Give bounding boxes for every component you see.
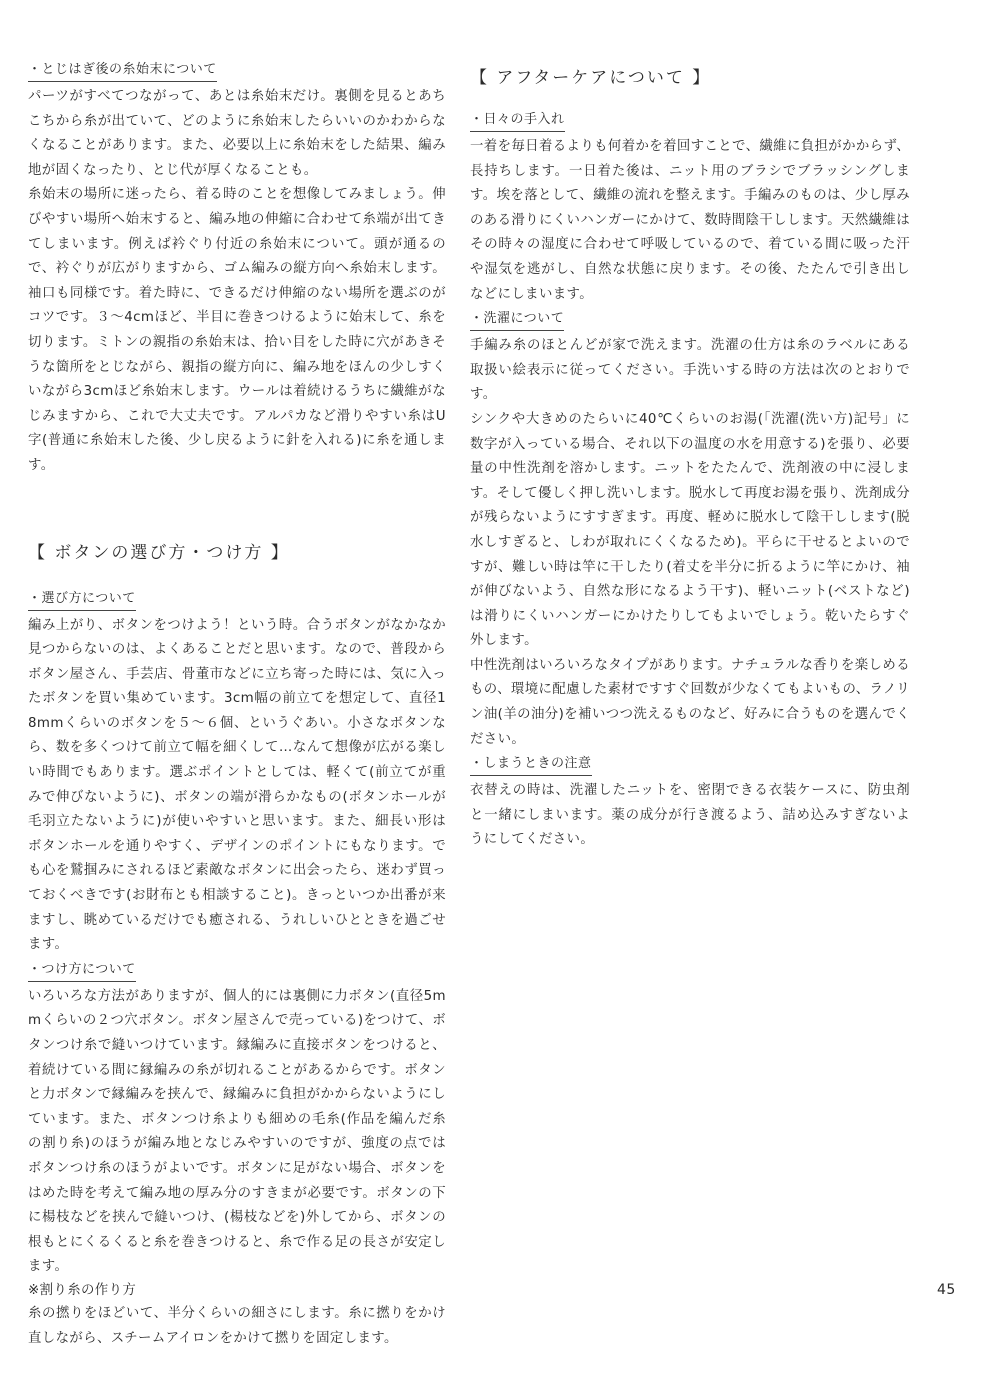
paragraph: パーツがすべてつながって、あとは糸始末だけ。裏側を見るとあちこちから糸が出ていて、どのように糸始末したらいいのかわからなくなることがあります。また、必要以上に糸始末をした結果、編み地が固くなったり、とじ代が厚くなることも。	[28, 89, 446, 178]
subheading-choosing: ・ 選び方について	[28, 589, 136, 611]
page-number: 45	[937, 1282, 956, 1298]
paragraph: 衣替えの時は、洗濯したニットを、密閉できる衣装ケースに、防虫剤と一緒にしまいます。薬の成分が行き渡るよう、詰め込みすぎないようにしてください。	[470, 783, 910, 848]
paragraph: いろいろな方法がありますが、個人的には裏側に力ボタン(直径5mmくらいの２つ穴ボタン。ボタン屋さんで売っている)をつけて、ボタンつけ糸で縫いつけています。縁編みに直接ボタンをつけると、着続けている間に縁編みの糸が切れることがあるからです。ボタンと力ボタンで縁編みを挟んで、縁編みに負担がかからないようにしています。また、ボタンつけ糸よりも細めの毛糸(作品を編んだ糸の割り糸)のほうが編み地となじみやすいのですが、強度の点ではボタンつけ糸のほうがよいです。ボタンに足がない場合、ボタンをはめた時を考えて編み地の厚み分のすきまが必要です。ボタンの下に楊枝などを挟んで縫いつけ、(楊枝などを)外してから、ボタンの根もとにくるくると糸を巻きつけると、糸で作る足の長さが安定します。	[28, 988, 446, 1275]
subheading-washing: ・ 洗濯について	[470, 309, 564, 331]
paragraph: 編み上がり、ボタンをつけよう！という時。合うボタンがなかなか見つからないのは、よくあることだと思います。なので、普段からボタン屋さん、手芸店、骨董市などに立ち寄った時には、気に入ったボタンを買い集めています。3cm幅の前立てを想定して、直径18mmくらいのボタンを５〜６個、というぐあい。小さなボタンなら、数を多くつけて前立て幅を細くして…なんて想像が広がる楽しい時間でもあります。選ぶポイントとしては、軽くて(前立てが重みで伸びないように)、ボタンの端が滑らかなもの(ボタンホールが毛羽立たないように)が使いやすいと思います。また、細長い形はボタンホールを通りやすく、デザインのポイントにもなります。でも心を鷲掴みにされるほど素敵なボタンに出会ったら、迷わず買っておくべきです(お財布とも相談すること)。きっといつか出番が来ますし、眺めているだけでも癒される、うれしいひとときを過ごせます。	[28, 617, 446, 953]
section-heading-aftercare: 【 アフターケアについて 】	[470, 66, 910, 90]
paragraph: シンクや大きめのたらいに40℃くらいのお湯(「洗濯(洗い方)記号」に数字が入っている場合、それ以下の温度の水を用意する)を張り、必要量の中性洗剤を溶かします。ニットをたたんで、洗剤液の中に浸します。そして優しく押し洗いします。脱水して再度お湯を張り、洗剤成分が残らないようにすすぎます。再度、軽めに脱水して陰干しします(脱水しすぎると、しわが取れにくくなるため)。平らに干せるとよいのですが、難しい時は竿に干したり(着丈を半分に折るように竿にかけ、袖が伸びないよう、自然な形になるよう干す)、軽いニット(ベストなど)は滑りにくいハンガーにかけたりしてもよいでしょう。乾いたらすぐ外します。	[470, 411, 910, 649]
note-title: ※割り糸の作り方	[28, 1282, 137, 1298]
paragraph: 一着を毎日着るよりも何着かを着回すことで、繊維に負担がかからず、長持ちします。一日着た後は、ニット用のブラシでブラッシングします。埃を落として、繊維の流れを整えます。手編みのものは、少し厚みのある滑りにくいハンガーにかけて、数時間陰干しします。天然繊維はその時々の湿度に合わせて呼吸しているので、着ている間に吸った汗や湿気を逃がし、自然な状態に戻ります。その後、たたんで引き出しなどにしまいます。	[470, 139, 910, 302]
subheading-daily-care: ・ 日々の手入れ	[470, 110, 565, 132]
subheading-storage: ・ しまうときの注意	[470, 754, 592, 776]
section-heading-buttons: 【 ボタンの選び方・つけ方 】	[28, 541, 446, 565]
subheading-thread-finishing: ・ とじはぎ後の糸始末について	[28, 60, 217, 82]
paragraph: 中性洗剤はいろいろなタイプがあります。ナチュラルな香りを楽しめるもの、環境に配慮した素材ですすぐ回数が少なくてもよいもの、ラノリン油(羊の油分)を補いつつ洗えるものなど、好みに合うものを選んでください。	[470, 657, 910, 747]
right-column	[470, 0, 910, 853]
subheading-attaching: ・ つけ方について	[28, 960, 136, 982]
left-column	[28, 0, 446, 1351]
paragraph: 手編み糸のほとんどが家で洗えます。洗濯の仕方は糸のラベルにある取扱い絵表示に従ってください。手洗いする時の方法は次のとおりです。	[470, 338, 910, 403]
paragraph: 糸始末の場所に迷ったら、着る時のことを想像してみましょう。伸びやすい場所へ始末すると、編み地の伸縮に合わせて糸端が出てきてしまいます。例えば衿ぐり付近の糸始末について。頭が通るので、衿ぐりが広がりますから、ゴム編みの縦方向へ糸始末します。袖口も同様です。着た時に、できるだけ伸縮のない場所を選ぶのがコツです。３〜4cmほど、半目に巻きつけるように始末して、糸を切ります。ミトンの親指の糸始末は、拾い目をした時に穴があきそうな箇所をとじながら、親指の縦方向に、編み地をほんの少しすくいながら3cmほど糸始末します。ウールは着続けるうちに繊維がなじみますから、これで大丈夫です。アルパカなど滑りやすい糸はU字(普通に糸始末した後、少し戻るように針を入れる)に糸を通します。	[28, 187, 446, 473]
note-text: 糸の撚りをほどいて、半分くらいの細さにします。糸に撚りをかけ直しながら、スチームアイロンをかけて撚りを固定します。	[28, 1305, 446, 1346]
